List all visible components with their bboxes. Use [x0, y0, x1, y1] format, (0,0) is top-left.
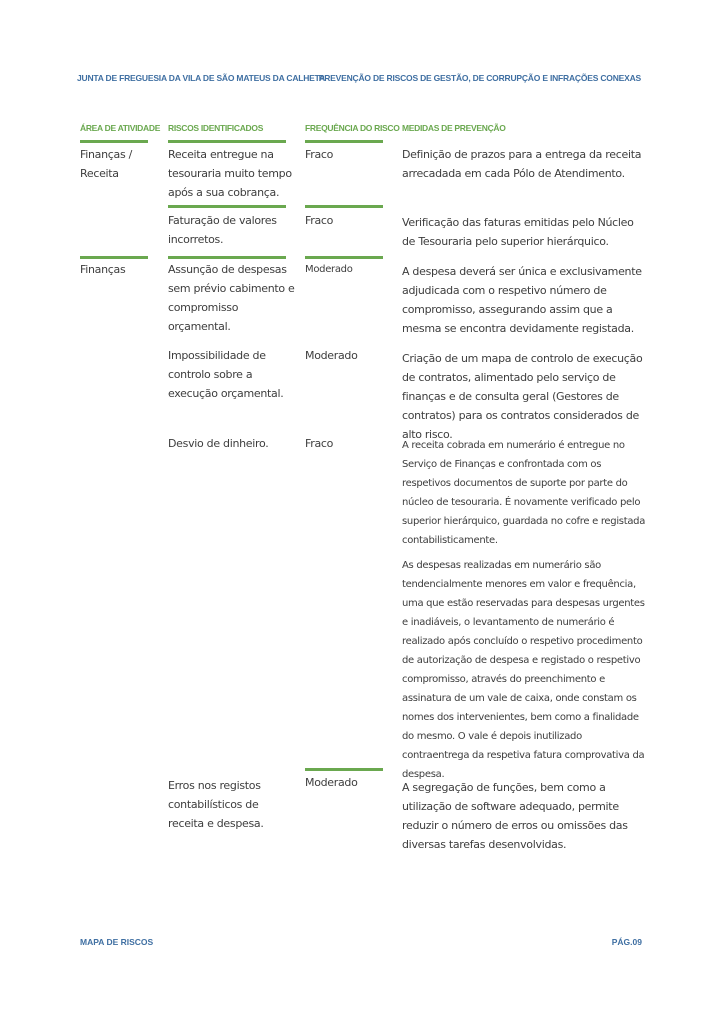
prevention-measure: A despesa deverá ser única e exclusivamente adjudicada com o respetivo número de compromisso, assegurando assim que a mesma se encontra devidamente registada. — [402, 265, 642, 335]
prevention-measure: A receita cobrada em numerário é entregue no Serviço de Finanças e confrontada com os respetivos documentos de suporte por parte do núcleo de tesouraria. É novamente verificado pelo superior hierárquico, guardada no cofre e registada contabilisticamente. — [402, 440, 646, 546]
risk-frequency: Moderado — [305, 776, 358, 789]
footer-title: MAPA DE RISCOS — [80, 937, 154, 947]
divider — [168, 140, 286, 143]
risk-description: Erros nos registos contabilísticos de receita e despesa. — [168, 779, 264, 830]
divider — [80, 256, 148, 259]
prevention-measure: A segregação de funções, bem como a utilização de software adequado, permite reduzir o número de erros ou omissões das diversas tarefas desenvolvidas. — [402, 781, 628, 851]
prevention-measure-continued: As despesas realizadas em numerário são tendencialmente menores em valor e frequência, uma que estão reservadas para despesas urgentes e inadiáveis, o levantamento de numerário é realizado após concluído o respetivo procedimento de autorização de despesa e registado o respetivo compromisso, através do preenchimento e assinatura de um vale de caixa, onde constam os nomes dos intervenientes, bem como a finalidade do mesmo. O vale é depois inutilizado contraentrega da respetiva fatura comprovativa da despesa. — [402, 560, 645, 780]
page-number: PÁG.09 — [611, 937, 642, 947]
prevention-measure: Definição de prazos para a entrega da receita arrecadada em cada Pólo de Atendimento. — [402, 148, 642, 180]
risk-description: Impossibilidade de controlo sobre a execução orçamental. — [168, 349, 284, 400]
column-heading-riscos: RISCOS IDENTIFICADOS — [168, 123, 264, 133]
divider — [305, 256, 383, 259]
divider — [168, 256, 286, 259]
risk-frequency: Fraco — [305, 214, 334, 227]
risk-description: Assunção de despesas sem prévio cabimento e compromisso orçamental. — [168, 263, 295, 333]
document-header-right: PREVENÇÃO DE RISCOS DE GESTÃO, DE CORRUPÇÃO E INFRAÇÕES CONEXAS — [318, 73, 641, 83]
prevention-measure: Criação de um mapa de controlo de execução de contratos, alimentado pelo serviço de finanças e de consulta geral (Gestores de contratos) para os contratos considerados de alto risco. — [402, 352, 643, 441]
column-heading-medidas: MEDIDAS DE PREVENÇÃO — [402, 123, 506, 133]
divider — [305, 140, 383, 143]
risk-frequency: Moderado — [305, 264, 353, 275]
divider — [80, 140, 148, 143]
divider — [168, 205, 286, 208]
area-label: Finanças — [80, 263, 126, 276]
risk-frequency: Fraco — [305, 437, 334, 450]
area-label: Finanças / Receita — [80, 148, 132, 180]
column-heading-area: ÁREA DE ATIVIDADE — [80, 123, 161, 133]
risk-frequency: Fraco — [305, 148, 334, 161]
risk-description: Receita entregue na tesouraria muito tempo após a sua cobrança. — [168, 148, 292, 199]
prevention-measure: Verificação das faturas emitidas pelo Núcleo de Tesouraria pelo superior hierárquico. — [402, 216, 634, 248]
document-header-left: JUNTA DE FREGUESIA DA VILA DE SÃO MATEUS DA CALHETA — [77, 73, 325, 83]
risk-description: Faturação de valores incorretos. — [168, 214, 277, 246]
risk-frequency: Moderado — [305, 349, 358, 362]
divider — [305, 205, 383, 208]
column-heading-frequencia: FREQUÊNCIA DO RISCO — [305, 123, 400, 133]
risk-description: Desvio de dinheiro. — [168, 437, 269, 450]
divider — [305, 768, 383, 771]
